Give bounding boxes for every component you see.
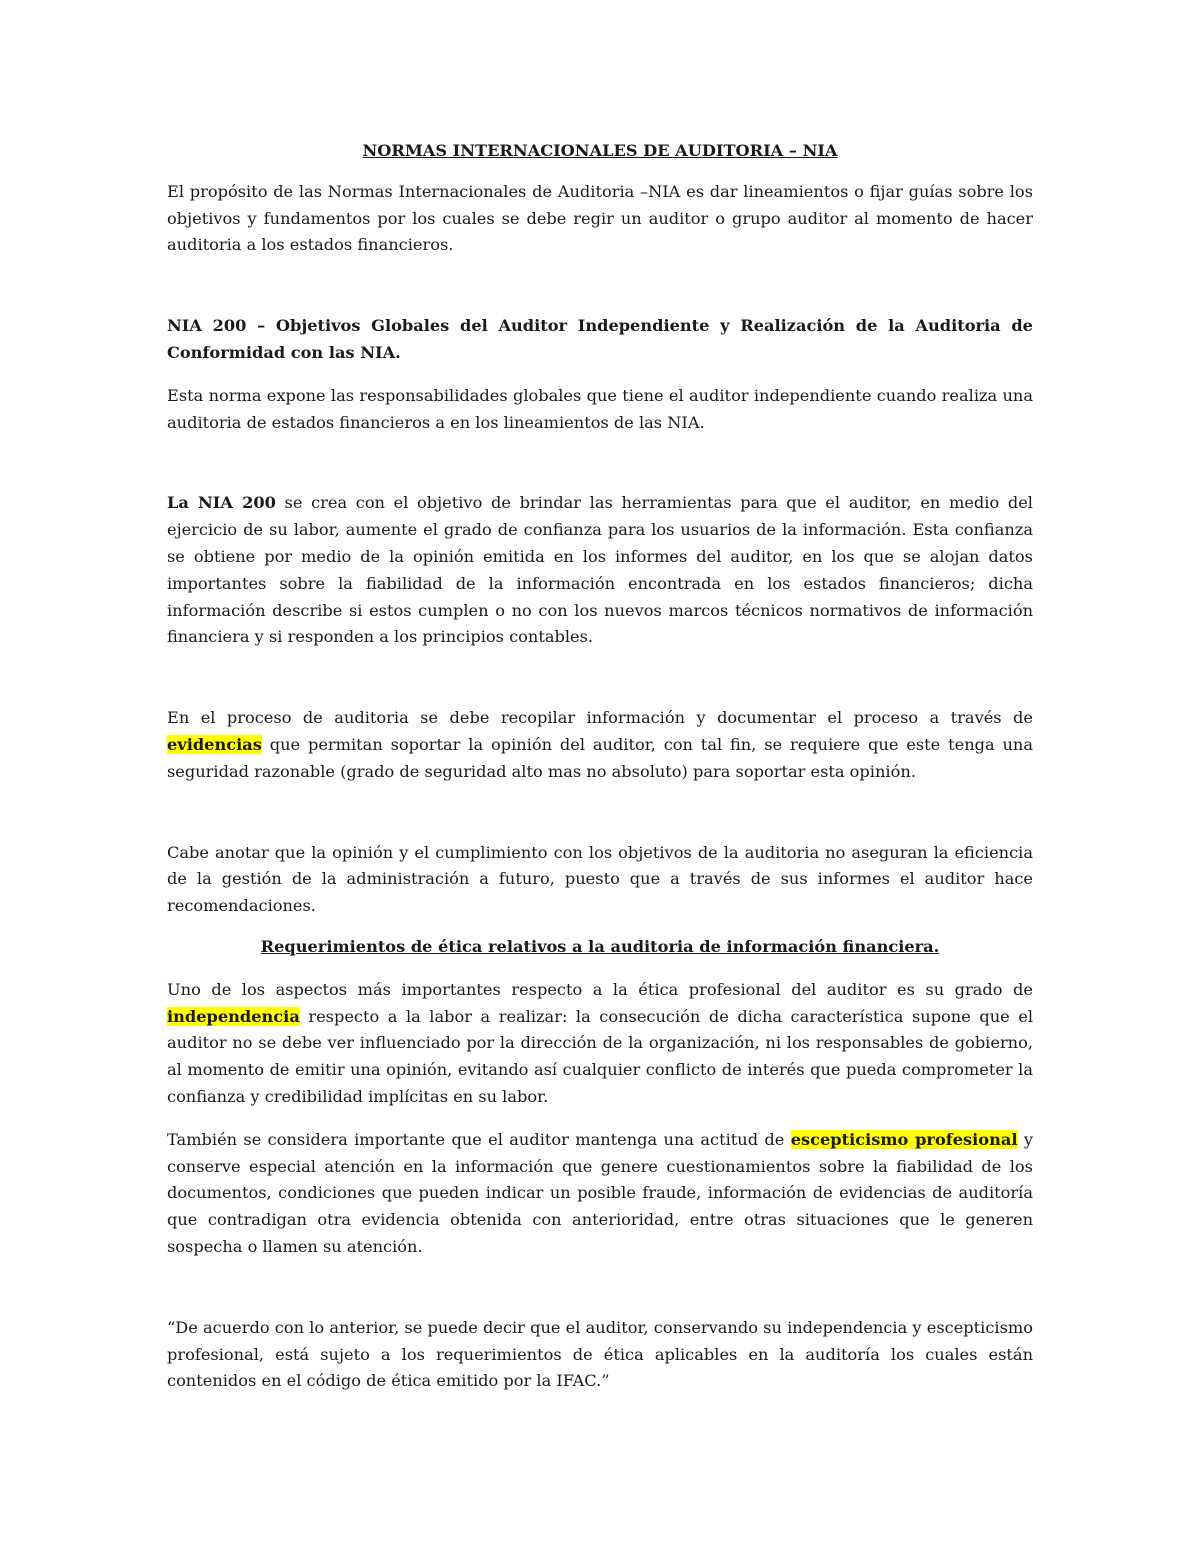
nia200-description: Esta norma expone las responsabilidades globales que tiene el auditor independiente cuando realiza una auditoria de estados financieros a en los lineamientos de las NIA. [167, 385, 1033, 432]
evidencias-after: que permitan soportar la opinión del auditor, con tal fin, se requiere que este tenga una seguridad razonable (grado de seguridad alto mas no absoluto) para soportar esta opinión. [167, 734, 1033, 781]
escepticismo-before: También se considera importante que el auditor mantenga una actitud de [167, 1129, 791, 1149]
nia200-lead: La NIA 200 [167, 493, 276, 513]
nia200-paragraph [167, 490, 1033, 651]
evidencias-paragraph [167, 705, 1033, 785]
independencia-highlight: independencia [167, 1006, 300, 1026]
evidencias-before: En el proceso de auditoria se debe recopilar información y documentar el proceso a través de [167, 708, 1033, 728]
document-page [167, 138, 1033, 1395]
independencia-after: respecto a la labor a realizar: la consecución de dicha característica supone que el auditor no se debe ver influenciado por la dirección de la organización, ni los responsables de gobierno, al momento de emitir una opinión, evitando así cualquier conflicto de interés que pueda comprometer la confianza y credibilidad implícitas en su labor. [167, 1006, 1033, 1106]
escepticismo-after: y conserve especial atención en la información que genere cuestionamientos sobre la fiabilidad de los documentos, condiciones que pueden indicar un posible fraude, información de evidencias de auditoría que contradigan otra evidencia obtenida con anterioridad, entre otras situaciones que le generen sospecha o llamen su atención. [167, 1129, 1033, 1256]
escepticismo-paragraph [167, 1127, 1033, 1261]
independencia-before: Uno de los aspectos más importantes respecto a la ética profesional del auditor es su grado de [167, 979, 1033, 999]
quote-paragraph: “De acuerdo con lo anterior, se puede decir que el auditor, conservando su independencia y escepticismo profesional, está sujeto a los requerimientos de ética aplicables en la auditoría los cuales están contenidos en el código de ética emitido por la IFAC.” [167, 1317, 1033, 1391]
intro-paragraph: El propósito de las Normas Internacionales de Auditoria –NIA es dar lineamientos o fijar guías sobre los objetivos y fundamentos por los cuales se debe regir un auditor o grupo auditor al momento de hacer auditoria a los estados financieros. [167, 181, 1033, 255]
evidencias-highlight: evidencias [167, 734, 262, 754]
independencia-paragraph [167, 977, 1033, 1111]
nia200-heading: NIA 200 – Objetivos Globales del Auditor Independiente y Realización de la Auditoria de Conformidad con las NIA. [167, 316, 1033, 362]
escepticismo-highlight: escepticismo profesional [790, 1129, 1018, 1149]
ethics-heading: Requerimientos de ética relativos a la auditoria de información financiera. [260, 936, 940, 956]
document-title: NORMAS INTERNACIONALES DE AUDITORIA – NIA [362, 141, 838, 160]
cabe-anotar-paragraph: Cabe anotar que la opinión y el cumplimiento con los objetivos de la auditoria no aseguran la eficiencia de la gestión de la administración a futuro, puesto que a través de sus informes el auditor hace recomendaciones. [167, 842, 1033, 916]
nia200-text: se crea con el objetivo de brindar las herramientas para que el auditor, en medio del ejercicio de su labor, aumente el grado de confianza para los usuarios de la información. Esta confianza se obtiene por medio de la opinión emitida en los informes del auditor, en los que se alojan datos importantes sobre la fiabilidad de la información encontrada en los estados financieros; dicha información describe si estos cumplen o no con los nuevos marcos técnicos normativos de información financiera y si responden a los principios contables. [167, 493, 1033, 647]
